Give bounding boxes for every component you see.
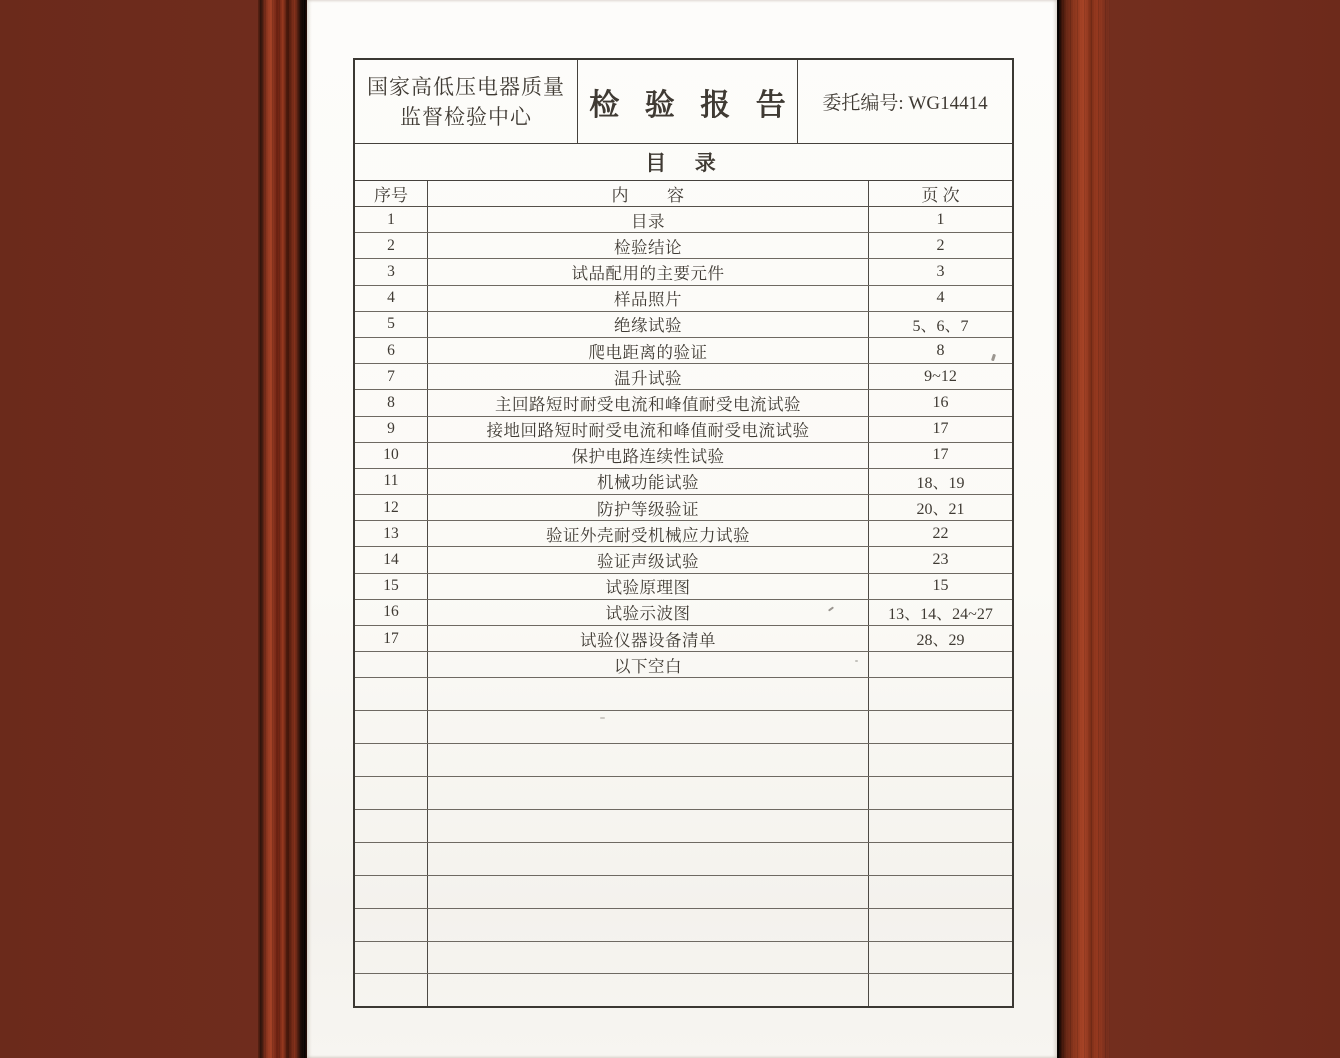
toc-cell-content: 机械功能试验: [428, 469, 869, 494]
toc-cell-page: 16: [932, 393, 949, 411]
toc-cell-content: 验证声级试验: [428, 547, 869, 572]
toc-row: [355, 909, 1012, 942]
toc-row: [355, 652, 1012, 678]
toc-cell-index: 3: [355, 259, 428, 284]
toc-cell-content: [428, 942, 869, 974]
toc-cell-page: 1: [936, 210, 945, 228]
toc-row: [355, 259, 1012, 285]
toc-row: [355, 443, 1012, 469]
toc-row: [355, 495, 1012, 521]
toc-cell-index: 5: [355, 312, 428, 337]
toc-row: [355, 207, 1012, 233]
scanned-page: [307, 0, 1057, 1058]
toc-cell-page: [869, 876, 1012, 908]
toc-cell-index: [355, 974, 428, 1006]
toc-row: [355, 626, 1012, 652]
toc-row: [355, 233, 1012, 259]
frame-molding-left: [258, 0, 308, 1058]
toc-row: [355, 547, 1012, 573]
toc-cell-content: 爬电距离的验证: [428, 338, 869, 363]
toc-cell-page: 3: [936, 262, 945, 280]
toc-row: [355, 338, 1012, 364]
toc-cell-content: 以下空白: [428, 652, 869, 677]
toc-cell-index: 7: [355, 364, 428, 389]
toc-cell-page: 15: [932, 577, 949, 595]
toc-cell-content: 温升试验: [428, 364, 869, 389]
frame-background-left: [0, 0, 260, 1058]
toc-cell-index: [355, 777, 428, 809]
toc-cell-content: 试验原理图: [428, 574, 869, 599]
toc-cell-content: 样品照片: [428, 286, 869, 311]
toc-cell-content: 目录: [428, 207, 869, 232]
commission-number: 委托编号: WG14414: [822, 93, 988, 114]
toc-cell-index: 8: [355, 390, 428, 415]
report-table: [353, 58, 1014, 1008]
toc-cell-content: [428, 678, 869, 710]
toc-cell-content: 防护等级验证: [428, 495, 869, 520]
toc-cell-index: [355, 909, 428, 941]
toc-cell-page: 13、14、24~27: [888, 605, 993, 623]
toc-cell-index: 12: [355, 495, 428, 520]
toc-cell-page: 9~12: [924, 367, 957, 385]
toc-cell-index: 15: [355, 574, 428, 599]
frame-background-right: [1108, 0, 1340, 1058]
toc-cell-index: [355, 843, 428, 875]
toc-cell-content: 验证外壳耐受机械应力试验: [428, 521, 869, 546]
toc-cell-index: [355, 711, 428, 743]
toc-cell-page: [869, 678, 1012, 710]
toc-row: [355, 711, 1012, 744]
toc-cell-index: 9: [355, 417, 428, 442]
col-header-content: 内 容: [428, 181, 869, 206]
toc-cell-page: [869, 942, 1012, 974]
toc-cell-content: [428, 711, 869, 743]
toc-cell-content: 保护电路连续性试验: [428, 443, 869, 468]
toc-cell-content: [428, 810, 869, 842]
toc-column-headers: [355, 181, 1012, 207]
toc-cell-index: [355, 652, 428, 677]
toc-cell-index: 10: [355, 443, 428, 468]
toc-cell-index: 4: [355, 286, 428, 311]
toc-cell-content: 试品配用的主要元件: [428, 259, 869, 284]
toc-cell-index: 6: [355, 338, 428, 363]
toc-row: [355, 521, 1012, 547]
toc-cell-page: 2: [936, 236, 945, 254]
org-name: [355, 60, 578, 143]
toc-row: [355, 574, 1012, 600]
toc-cell-content: 主回路短时耐受电流和峰值耐受电流试验: [428, 390, 869, 415]
toc-row: [355, 390, 1012, 416]
toc-row: [355, 312, 1012, 338]
toc-row: [355, 810, 1012, 843]
toc-cell-content: 绝缘试验: [428, 312, 869, 337]
toc-row: [355, 417, 1012, 443]
toc-row: [355, 600, 1012, 626]
toc-cell-index: 13: [355, 521, 428, 546]
toc-cell-content: 接地回路短时耐受电流和峰值耐受电流试验: [428, 417, 869, 442]
toc-cell-page: 28、29: [916, 632, 965, 650]
org-name-line1: 国家高低压电器质量: [367, 74, 565, 99]
toc-cell-page: 23: [932, 551, 949, 569]
toc-cell-index: [355, 744, 428, 776]
toc-row: [355, 777, 1012, 810]
toc-cell-content: 检验结论: [428, 233, 869, 258]
toc-cell-index: [355, 678, 428, 710]
toc-cell-page: 4: [936, 289, 945, 307]
toc-row: [355, 286, 1012, 312]
toc-cell-index: 11: [355, 469, 428, 494]
toc-row: [355, 364, 1012, 390]
toc-cell-page: 8: [936, 341, 945, 359]
toc-cell-page: [869, 810, 1012, 842]
toc-cell-page: 18、19: [916, 474, 965, 492]
toc-cell-content: [428, 843, 869, 875]
toc-cell-page: 22: [932, 524, 949, 542]
toc-row: [355, 843, 1012, 876]
toc-cell-content: [428, 876, 869, 908]
toc-cell-page: 17: [932, 420, 949, 438]
toc-cell-content: [428, 909, 869, 941]
toc-cell-page: [869, 711, 1012, 743]
toc-cell-page: 17: [932, 446, 949, 464]
col-header-index: 序号: [355, 181, 428, 206]
toc-cell-page: [869, 843, 1012, 875]
report-title: 检 验 报 告: [578, 60, 798, 143]
toc-row: [355, 744, 1012, 777]
col-header-page: 页 次: [921, 186, 960, 205]
toc-row: [355, 942, 1012, 975]
toc-body: [355, 207, 1012, 1006]
toc-row: [355, 678, 1012, 711]
frame-molding-right: [1056, 0, 1110, 1058]
toc-cell-index: 1: [355, 207, 428, 232]
toc-row: [355, 974, 1012, 1006]
toc-cell-index: [355, 810, 428, 842]
toc-cell-page: [869, 652, 1012, 677]
toc-cell-page: 5、6、7: [912, 317, 969, 335]
toc-cell-content: 试验示波图: [428, 600, 869, 625]
toc-cell-index: 17: [355, 626, 428, 651]
toc-cell-index: 14: [355, 547, 428, 572]
toc-cell-index: 2: [355, 233, 428, 258]
toc-row: [355, 876, 1012, 909]
toc-row: [355, 469, 1012, 495]
toc-cell-index: [355, 876, 428, 908]
toc-cell-page: [869, 744, 1012, 776]
toc-cell-index: 16: [355, 600, 428, 625]
toc-cell-page: 20、21: [916, 501, 965, 519]
toc-cell-content: [428, 974, 869, 1006]
toc-cell-content: [428, 777, 869, 809]
toc-cell-content: [428, 744, 869, 776]
report-header-row: [355, 60, 1012, 144]
toc-cell-content: 试验仪器设备清单: [428, 626, 869, 651]
toc-title: 目 录: [355, 144, 1012, 181]
toc-cell-page: [869, 909, 1012, 941]
toc-cell-page: [869, 974, 1012, 1006]
toc-cell-index: [355, 942, 428, 974]
toc-cell-page: [869, 777, 1012, 809]
org-name-line2: 监督检验中心: [400, 104, 532, 129]
